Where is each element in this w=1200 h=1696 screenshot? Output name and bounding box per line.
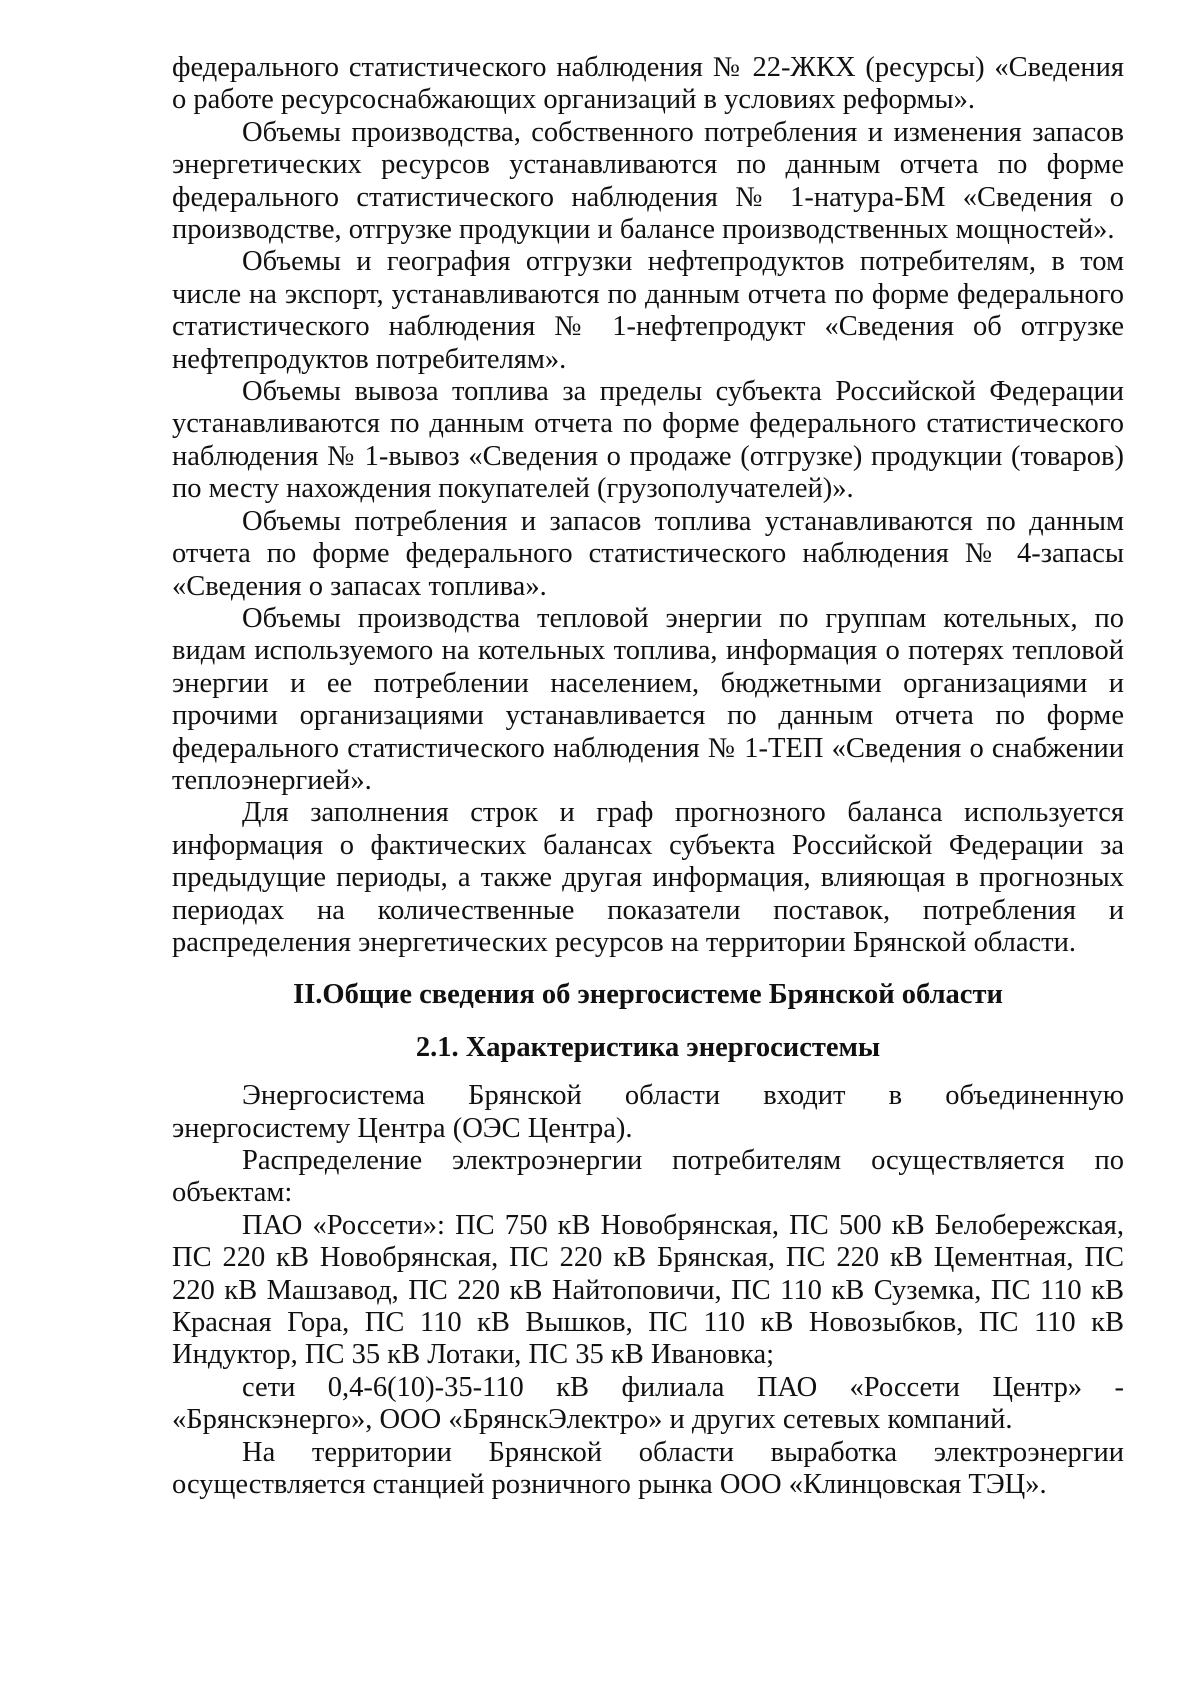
paragraph-generation: На территории Брянской области выработка электроэнергии осуществляется станцией розничного рынка ООО «Клинцовская ТЭЦ». [172,1436,1124,1501]
document-page [172,52,1124,1501]
paragraph-heat-energy: Объемы производства тепловой энергии по группам котельных, по видам используемого на котельных топлива, информация о потерях тепловой энергии и ее потреблении населением, бюджетными организациями и прочими организациями устанавливается по данным отчета по форме федерального статистического наблюдения № 1-ТЕП «Сведения о снабжении теплоэнергией». [172,602,1124,796]
paragraph-networks: сети 0,4-6(10)-35-110 кВ филиала ПАО «Россети Центр» - «Брянскэнерго», ООО «БрянскЭлектро» и других сетевых компаний. [172,1371,1124,1436]
section-heading: II.Общие сведения об энергосистеме Брянской области [293,979,1003,1011]
paragraph-continuation: федерального статистического наблюдения № 22-ЖКХ (ресурсы) «Сведения о работе ресурсоснабжающих организаций в условиях реформы». [172,52,1124,116]
paragraph-natura-bm: Объемы производства, собственного потребления и изменения запасов энергетических ресурсов устанавливаются по данным отчета по форме федерального статистического наблюдения № 1-натура-БМ «Сведения о производстве, отгрузке продукции и балансе производственных мощностей». [172,116,1124,246]
paragraph-fuel-export: Объемы вывоза топлива за пределы субъекта Российской Федерации устанавливаются по данным отчета по форме федерального статистического наблюдения № 1-вывоз «Сведения о продаже (отгрузке) продукции (товаров) по месту нахождения покупателей (грузополучателей)». [172,376,1124,505]
paragraph-rosseti-substations: ПАО «Россети»: ПС 750 кВ Новобрянская, ПС 500 кВ Белобережская, ПС 220 кВ Новобрянская, ПС 220 кВ Брянская, ПС 220 кВ Цементная, ПС 220 кВ Машзавод, ПС 220 кВ Найтоповичи, ПС 110 кВ Суземка, ПС 110 кВ Красная Гора, ПС 110 кВ Вышков, ПС 110 кВ Новозыбков, ПС 110 кВ Индуктор, ПС 35 кВ Лотаки, ПС 35 кВ Ивановка; [172,1209,1124,1371]
paragraph-energy-system: Энергосистема Брянской области входит в объединенную энергосистему Центра (ОЭС Центра). [172,1080,1124,1144]
paragraph-distribution: Распределение электроэнергии потребителям осуществляется по объектам: [172,1145,1124,1209]
paragraph-forecast-balance: Для заполнения строк и граф прогнозного баланса используется информация о фактических балансах субъекта Российской Федерации за предыдущие периоды, а также другая информация, влияющая в прогнозных периодах на количественные показатели поставок, потребления и распределения энергетических ресурсов на территории Брянской области. [172,797,1124,958]
paragraph-fuel-stocks: Объемы потребления и запасов топлива устанавливаются по данным отчета по форме федерального статистического наблюдения № 4-запасы «Сведения о запасах топлива». [172,505,1124,602]
subsection-heading: 2.1. Характеристика энергосистемы [415,1031,881,1063]
paragraph-oil-products: Объемы и география отгрузки нефтепродуктов потребителям, в том числе на экспорт, устанавливаются по данным отчета по форме федерального статистического наблюдения № 1-нефтепродукт «Сведения об отгрузке нефтепродуктов потребителям». [172,246,1124,375]
